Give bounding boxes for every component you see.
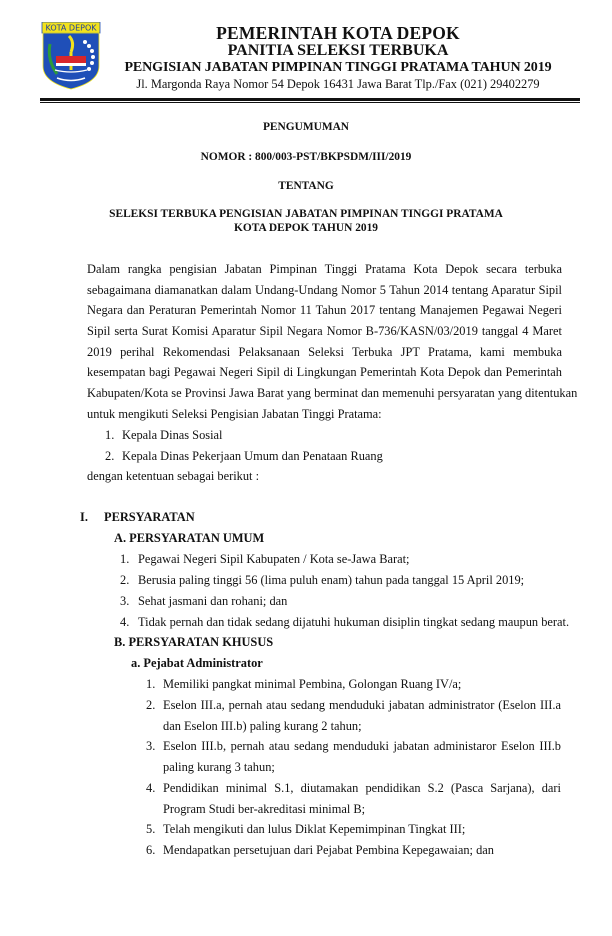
kota-depok-emblem-icon (41, 22, 101, 90)
list-item-number: 3. (120, 594, 130, 608)
intro-line: sebagaimana diamanatkan dalam Undang-Undang Nomor 5 Tahun 2014 tentang Aparatur Sipil (87, 282, 562, 297)
list-item-number: 4. (120, 615, 130, 629)
sub-a-title: a. Pejabat Administrator (131, 656, 263, 670)
list-item-number: 2. (146, 698, 156, 712)
list-item-text: Memiliki pangkat minimal Pembina, Golongan Ruang IV/a; (163, 677, 462, 691)
list-item-number: 1. (120, 552, 130, 566)
intro-paragraph (87, 259, 578, 425)
list-item-number: 2. (120, 573, 130, 587)
list-item-number: 4. (146, 781, 156, 795)
announcement-heading: PENGUMUMAN (262, 121, 350, 133)
announcement-number: NOMOR : 800/003-PST/BKPSDM/III/2019 (200, 151, 412, 163)
intro-line: Kabupaten/Kota se Provinsi Jawa Barat yang berminat dan memenuhi persyaratan yang ditentukan (87, 386, 578, 401)
intro-line: 2019 perihal Rekomendasi Pelaksanaan Seleksi Terbuka JPT Pratama, kami membuka (87, 344, 562, 359)
letterhead-rule-thick (40, 98, 580, 101)
list-item-text: Kepala Dinas Pekerjaan Umum dan Penataan Ruang (122, 449, 383, 463)
list-item-number: 1. (105, 428, 115, 442)
list-item-number: 3. (146, 739, 156, 753)
intro-line: Sipil serta Surat Komisi Aparatur Sipil Negara Nomor B-736/KASN/03/2019 tanggal 4 Maret (87, 324, 562, 339)
list-item-text: Berusia paling tinggi 56 (lima puluh enam) tahun pada tanggal 15 April 2019; (138, 573, 525, 587)
list-item-text: Eselon III.a, pernah atau sedang menduduki jabatan administrator (Eselon III.a dan Eselon III.b) paling kurang 2 tahun; (163, 698, 561, 733)
list-item-text: Telah mengikuti dan lulus Diklat Kepemimpinan Tingkat III; (163, 822, 466, 836)
intro-closing: dengan ketentuan sebagai berikut : (87, 469, 260, 483)
section-title: PERSYARATAN (104, 510, 195, 524)
announcement-subject-line-2: KOTA DEPOK TAHUN 2019 (234, 222, 378, 234)
letterhead-program: PENGISIAN JABATAN PIMPINAN TINGGI PRATAMA TAHUN 2019 (124, 60, 552, 75)
subsection-umum-title: A. PERSYARATAN UMUM (114, 531, 265, 545)
list-item-text: Sehat jasmani dan rohani; dan (138, 594, 288, 608)
svg-text:KOTA DEPOK: KOTA DEPOK (45, 23, 97, 33)
letterhead-rule-thin (40, 102, 580, 103)
announcement-about: TENTANG (278, 180, 334, 192)
section-number: I. (80, 510, 88, 524)
intro-line: Dalam rangka pengisian Jabatan Pimpinan Tinggi Pratama Kota Depok secara terbuka (87, 262, 562, 276)
list-item-number: 5. (146, 822, 156, 836)
list-item-text: Kepala Dinas Sosial (122, 428, 223, 442)
list-item-text: Pendidikan minimal S.1, diutamakan pendidikan S.2 (Pasca Sarjana), dari Program Studi ber-akreditasi minimal B; (163, 781, 561, 816)
list-item-text: Mendapatkan persetujuan dari Pejabat Pembina Kepegawaian; dan (163, 843, 494, 857)
intro-line: untuk mengikuti Seleksi Pengisian Jabatan Tinggi Pratama: (87, 406, 382, 421)
list-item-text: Pegawai Negeri Sipil Kabupaten / Kota se-Jawa Barat; (138, 552, 410, 566)
intro-line: Negara dan Peraturan Pemerintah Nomor 11 Tahun 2017 tentang Manajemen Pegawai Negeri (87, 303, 562, 318)
letterhead-address: Jl. Margonda Raya Nomor 54 Depok 16431 Jawa Barat Tlp./Fax (021) 29402279 (136, 77, 540, 91)
announcement-subject-line-1: SELEKSI TERBUKA PENGISIAN JABATAN PIMPINAN TINGGI PRATAMA (109, 208, 503, 220)
subsection-khusus-title: B. PERSYARATAN KHUSUS (114, 635, 274, 649)
list-item-number: 1. (146, 677, 156, 691)
list-item-text: Tidak pernah dan tidak sedang dijatuhi hukuman disiplin tingkat sedang maupun berat. (138, 615, 570, 629)
list-item-text: Eselon III.b, pernah atau sedang menduduki jabatan administaror Eselon III.b paling kurang 3 tahun; (163, 739, 561, 774)
letterhead-government: PEMERINTAH KOTA DEPOK (216, 23, 460, 43)
letterhead-committee: PANITIA SELEKSI TERBUKA (227, 42, 449, 59)
list-item-number: 2. (105, 449, 115, 463)
list-item-number: 6. (146, 843, 156, 857)
intro-line: kesempatan bagi Pegawai Negeri Sipil di Lingkungan Pemerintah Kota Depok dan Pemerintah (87, 365, 562, 380)
